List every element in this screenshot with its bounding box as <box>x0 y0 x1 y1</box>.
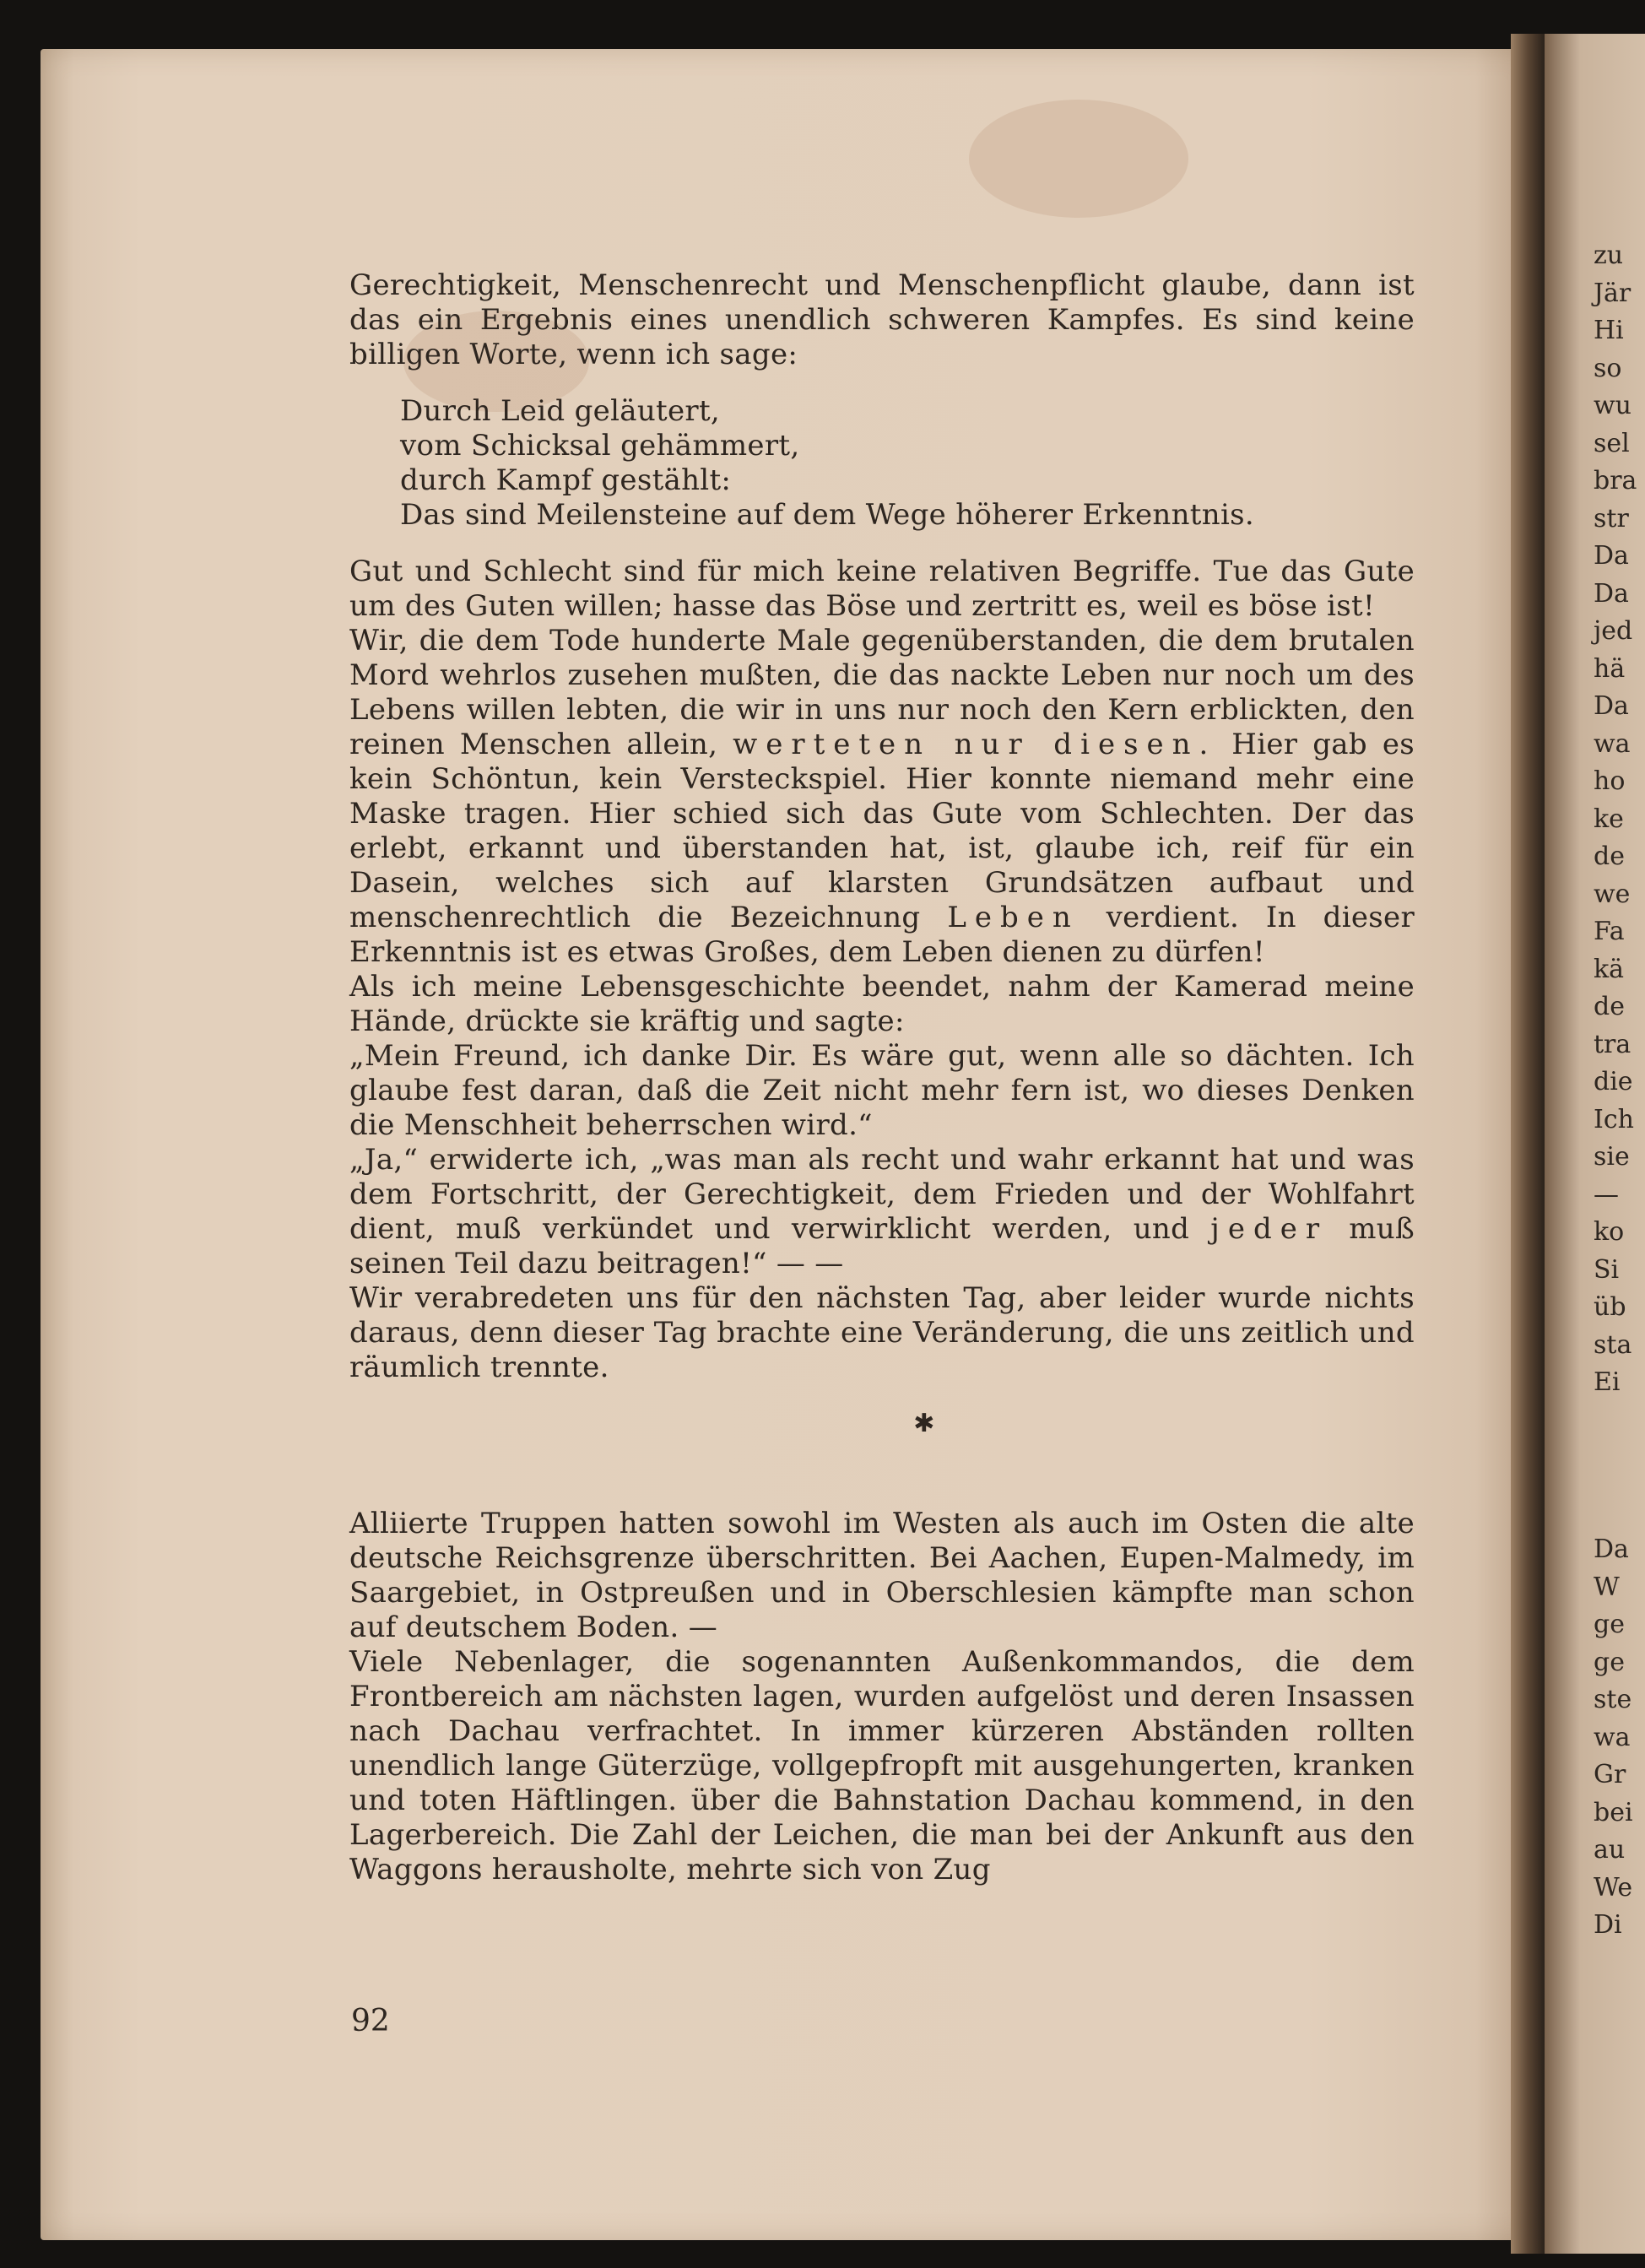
adjacent-page-fragment: Da <box>1594 541 1629 571</box>
book-gutter <box>1511 34 1545 2254</box>
adjacent-page-fragment: hä <box>1594 653 1626 684</box>
paragraph: Gut und Schlecht sind für mich keine relativen Begriffe. Tue das Gute um des Guten willen; hasse das Böse und zertritt es, weil es böse ist! <box>349 555 1415 623</box>
quote-paragraph: „Mein Freund, ich danke Dir. Es wäre gut, wenn alle so dächten. Ich glaube fest daran, daß die Zeit nicht mehr fern ist, wo dieses Denken die Menschheit beherrschen wird.“ <box>349 1039 1415 1142</box>
emphasized-text: werteten nur diesen. <box>733 728 1217 761</box>
adjacent-page-fragment: Fa <box>1594 917 1625 946</box>
adjacent-page-fragment: Jär <box>1594 278 1631 308</box>
adjacent-page-fragment: wa <box>1594 728 1631 759</box>
adjacent-page-fragment: str <box>1594 503 1629 533</box>
quote-paragraph <box>349 1143 1415 1281</box>
paper-stain <box>969 100 1188 218</box>
verse-line: Das sind Meilensteine auf dem Wege höherer Erkenntnis. <box>400 498 1254 532</box>
adjacent-page-fragment: Gr <box>1594 1760 1626 1789</box>
adjacent-page-fragment: Di <box>1594 1910 1622 1940</box>
adjacent-page-fragment: wu <box>1594 391 1631 420</box>
paragraph: Wir verabredeten uns für den nächsten Tag, aber leider wurde nichts daraus, denn dieser Tag brachte eine Veränderung, die uns zeitlich und räumlich trennte. <box>349 1281 1415 1384</box>
adjacent-page-fragment: — <box>1594 1179 1619 1210</box>
paragraph-text: Wir, die dem Tode hunderte Male gegenüberstanden, die dem brutalen Mord wehrlos zusehen mußten, die das nackte Leben nur noch um des Lebens willen lebten, die wir in uns nur noch den Kern erblickten, den reinen Menschen allein, <box>349 624 1415 761</box>
page-number: 92 <box>351 2004 390 2038</box>
adjacent-page-fragment: tra <box>1594 1029 1631 1059</box>
verse-line: vom Schicksal gehämmert, <box>400 429 800 463</box>
adjacent-page-fragment: bei <box>1594 1797 1633 1827</box>
adjacent-page-fragment: Da <box>1594 578 1629 609</box>
verse-line: durch Kampf gestählt: <box>400 463 732 497</box>
adjacent-page-fragment: sel <box>1594 428 1630 458</box>
adjacent-page-fragment: jed <box>1594 616 1633 646</box>
adjacent-page-fragment: ge <box>1594 1647 1625 1677</box>
adjacent-page-fragment: W <box>1594 1572 1620 1602</box>
adjacent-page-fragment: sie <box>1594 1142 1630 1172</box>
emphasized-text: Leben <box>947 901 1080 934</box>
adjacent-page-fragment: au <box>1594 1835 1626 1865</box>
adjacent-page-fragment: so <box>1594 353 1622 383</box>
section-ornament: ✱ <box>913 1409 935 1438</box>
emphasized-text: jeder <box>1210 1212 1328 1246</box>
adjacent-page-fragment: üb <box>1594 1292 1626 1322</box>
adjacent-page-fragment: Ich <box>1594 1104 1634 1134</box>
page-body <box>349 268 1415 1887</box>
paragraph <box>349 624 1415 970</box>
adjacent-page-fragment: de <box>1594 842 1625 871</box>
paragraph: Viele Nebenlager, die sogenannten Außenkommandos, die dem Frontbereich am nächsten lagen, wurden aufgelöst und deren Insassen nach Dachau verfrachtet. In immer kürzeren Abständen rollten unendlich lange Güterzüge, vollgepfropft mit ausgehungerten, kranken und toten Häftlingen. über die Bahnstation Dachau kommend, in den Lagerbereich. Die Zahl der Leichen, die man bei der Ankunft aus den Waggons herausholte, mehrte sich von Zug <box>349 1645 1415 1886</box>
paragraph: Gerechtigkeit, Menschenrecht und Menschenpflicht glaube, dann ist das ein Ergebnis eines unendlich schweren Kampfes. Es sind keine billigen Worte, wenn ich sage: <box>349 268 1415 371</box>
adjacent-page-fragment: we <box>1594 879 1631 909</box>
paragraph-text: verdient. In dieser Erkenntnis ist es etwas Großes, dem Leben dienen zu dürfen! <box>349 901 1415 969</box>
paragraph: Alliierte Truppen hatten sowohl im Westen als auch im Osten die alte deutsche Reichsgrenze überschritten. Bei Aachen, Eupen-Malmedy, im Saargebiet, in Ostpreußen und in Oberschlesien kämpfte man schon auf deutschem Boden. — <box>349 1507 1415 1644</box>
adjacent-page-fragment: ge <box>1594 1610 1625 1639</box>
adjacent-page-fragment: de <box>1594 992 1625 1021</box>
adjacent-page-fragment: wa <box>1594 1722 1631 1752</box>
adjacent-page-fragment: sta <box>1594 1329 1632 1360</box>
adjacent-page-fragment: We <box>1594 1872 1633 1903</box>
adjacent-page-fragment: Ei <box>1594 1367 1621 1397</box>
adjacent-page-fragment: ste <box>1594 1685 1632 1714</box>
adjacent-page-fragment: Da <box>1594 691 1629 721</box>
adjacent-page-fragment: die <box>1594 1067 1633 1096</box>
adjacent-page-fragment: kä <box>1594 954 1625 984</box>
verse-line: Durch Leid geläutert, <box>400 394 721 428</box>
adjacent-page-fragment: Hi <box>1594 316 1624 345</box>
adjacent-page-fragment: ke <box>1594 804 1624 834</box>
adjacent-page-fragment: ko <box>1594 1217 1625 1247</box>
adjacent-page-fragment: ho <box>1594 766 1626 796</box>
adjacent-page-fragment: bra <box>1594 466 1637 495</box>
paragraph-text: muß seinen Teil dazu beitragen!“ — — <box>349 1212 1415 1280</box>
paragraph: Als ich meine Lebensgeschichte beendet, nahm der Kamerad meine Hände, drückte sie kräftig und sagte: <box>349 970 1415 1038</box>
adjacent-page-fragment: Da <box>1594 1535 1629 1564</box>
paragraph-text: „Ja,“ erwiderte ich, „was man als recht und wahr erkannt hat und was dem Fortschritt, der Gerechtigkeit, dem Frieden und der Wohlfahrt dient, muß verkündet und verwirklicht werden, und <box>349 1143 1415 1246</box>
verse-block <box>400 394 1415 533</box>
adjacent-page-fragment: Si <box>1594 1254 1620 1285</box>
paragraph-text: Hier gab es kein Schöntun, kein Versteckspiel. Hier konnte niemand mehr eine Maske tragen. Hier schied sich das Gute vom Schlechten. Der das erlebt, erkannt und überstanden hat, ist, glaube ich, reif für ein Dasein, welches sich auf klarsten Grundsätzen aufbaut und menschenrechtlich die Bezeichnung <box>349 728 1415 934</box>
adjacent-page-fragment: zu <box>1594 241 1624 270</box>
